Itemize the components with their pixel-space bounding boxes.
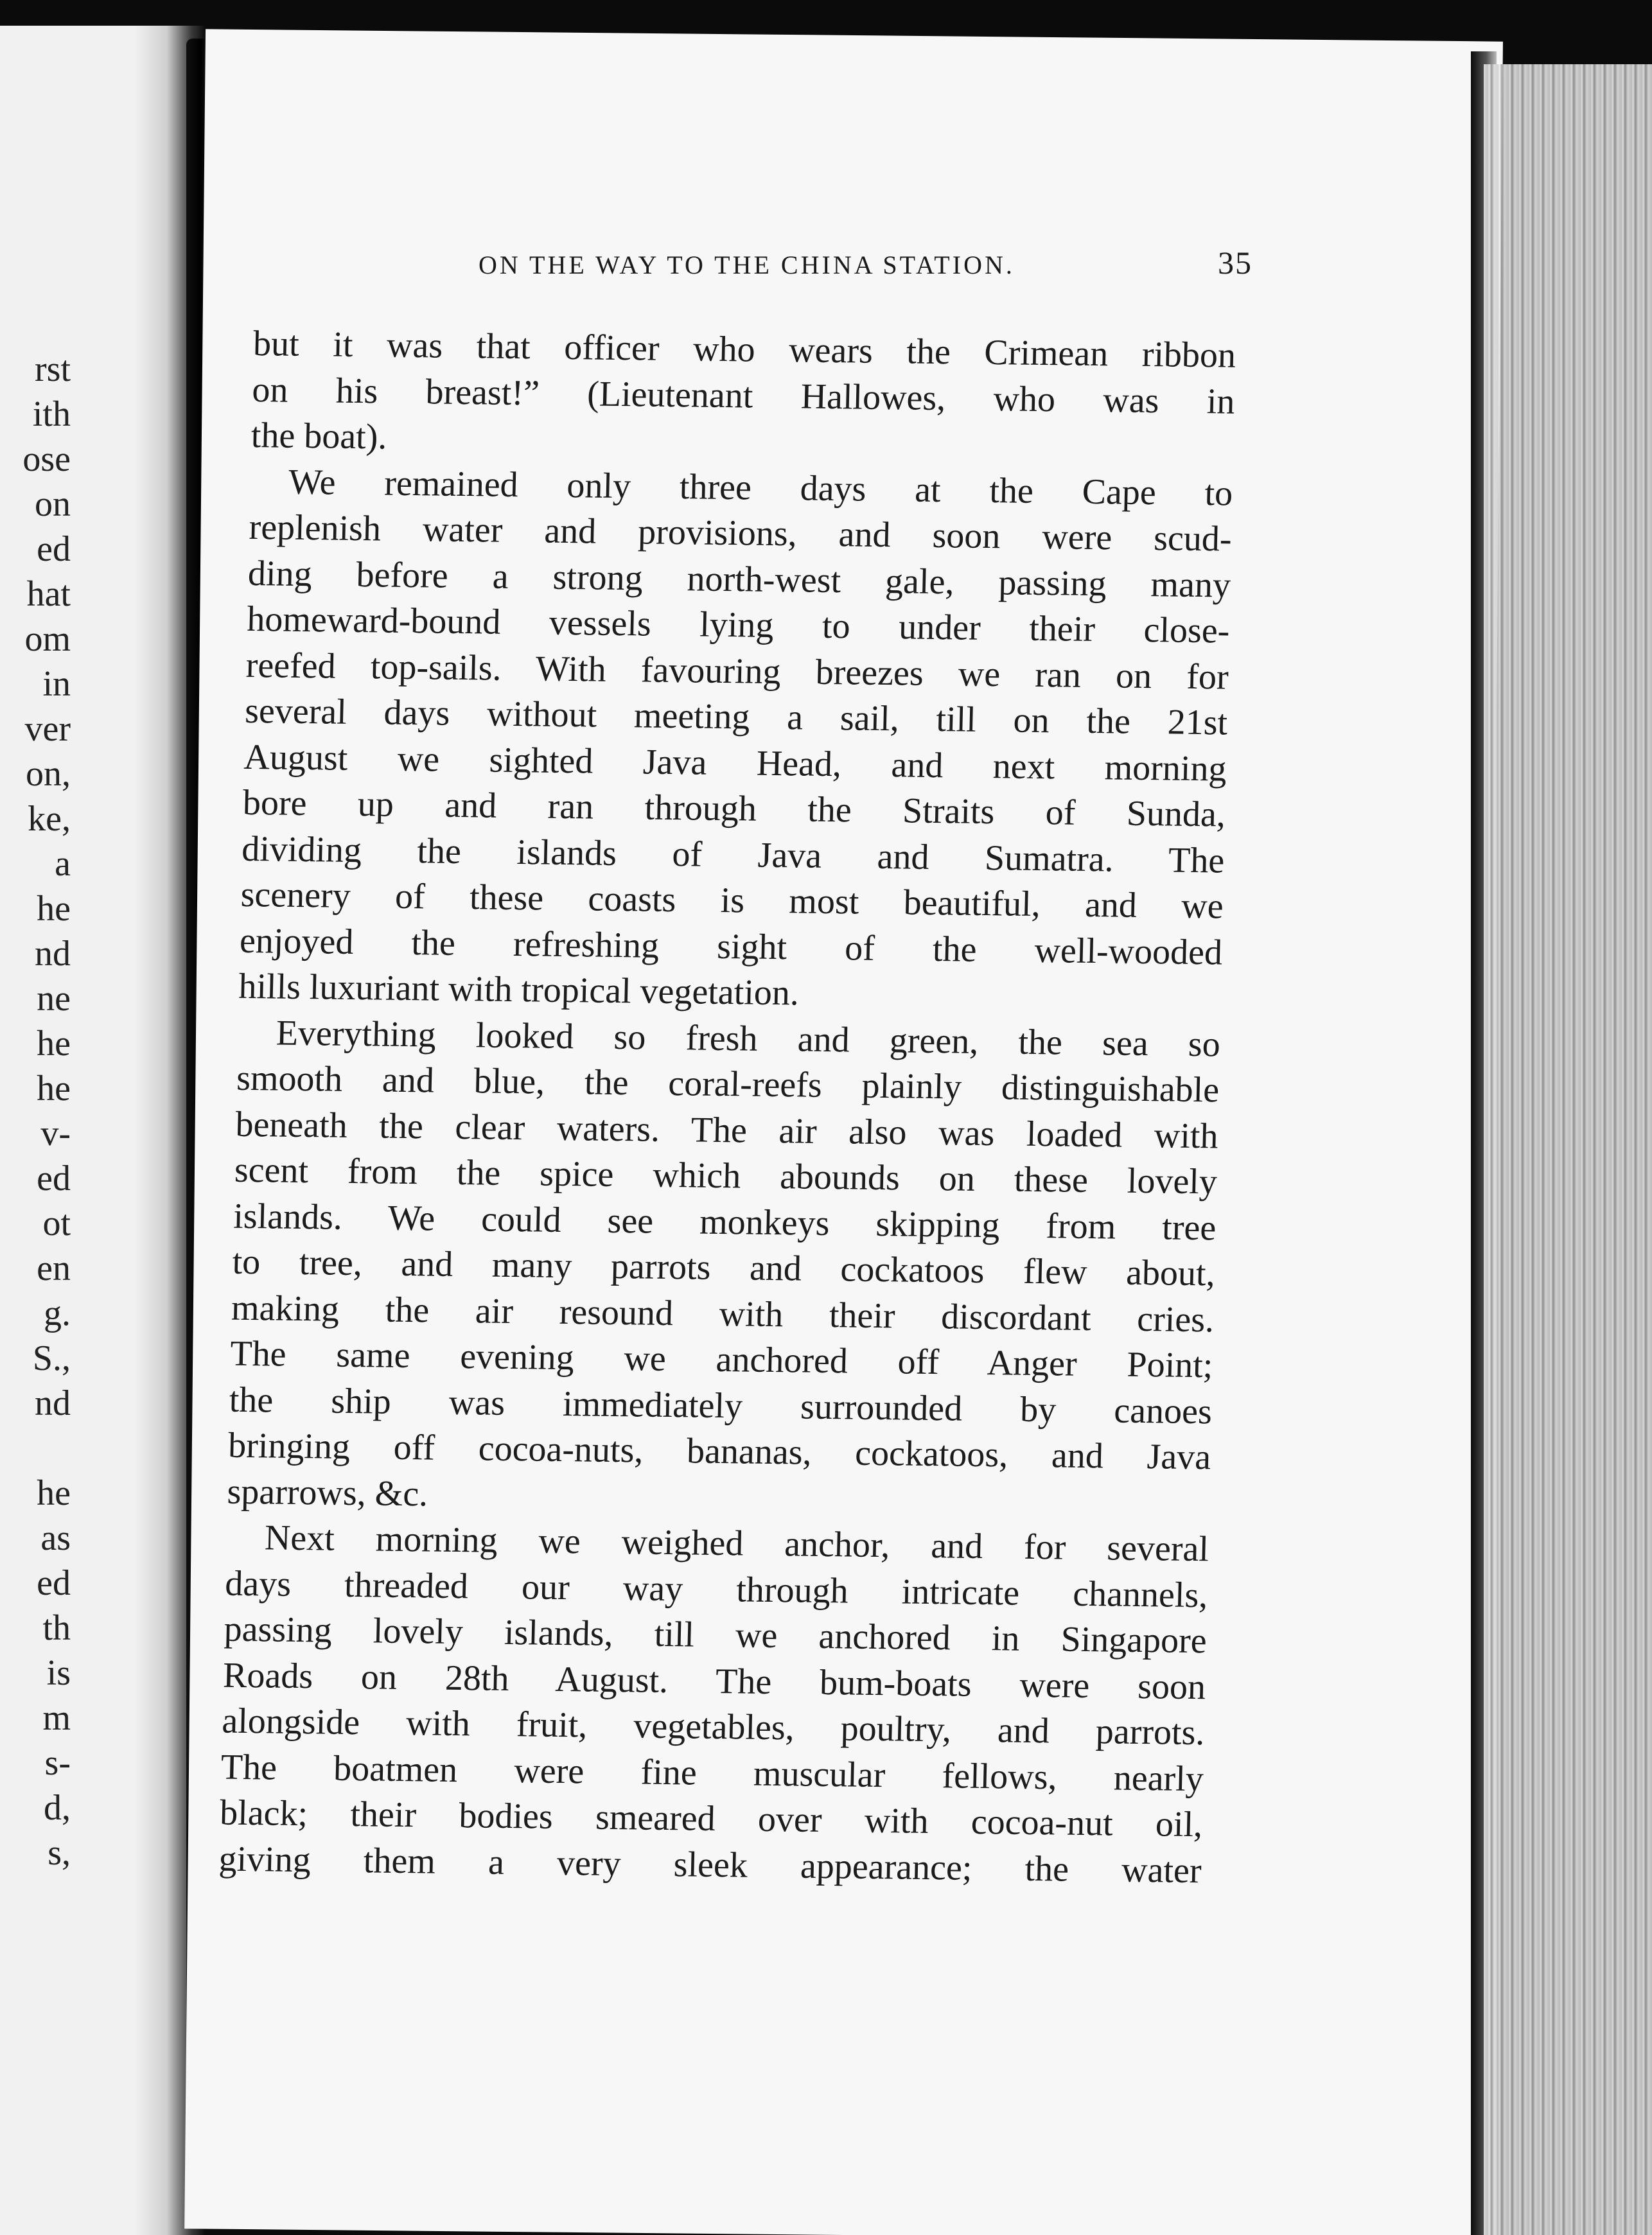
left-fragment: ith — [32, 394, 71, 434]
left-fragment: he — [37, 889, 71, 929]
text-line: to tree, and many parrots and cockatoos flew about, — [232, 1241, 1216, 1294]
left-fragment: a — [55, 844, 71, 884]
text-line: Everything looked so fresh and green, the sea so — [276, 1013, 1221, 1064]
text-line: The same evening we anchored off Anger Point; — [229, 1333, 1214, 1386]
text-line: Roads on 28th August. The bum-boats were soon — [222, 1655, 1206, 1707]
text-line: the ship was immediately surrounded by canoes — [229, 1380, 1213, 1432]
text-line: hills luxuriant with tropical vegetation. — [238, 966, 800, 1013]
left-fragment: om — [24, 619, 71, 659]
body-text — [218, 321, 1236, 1894]
left-fragment: d, — [44, 1788, 71, 1828]
running-head-title: ON THE WAY TO THE CHINA STATION. — [479, 250, 1015, 279]
left-fragment: s, — [48, 1833, 71, 1873]
left-fragment: s- — [44, 1743, 71, 1783]
text-line: dividing the islands of Java and Sumatra. The — [241, 828, 1225, 881]
left-fragment: ot — [42, 1204, 71, 1243]
text-line: scent from the spice which abounds on these lovely — [234, 1150, 1218, 1202]
text-line: The boatmen were fine muscular fellows, nearly — [220, 1747, 1204, 1799]
left-fragment — [0, 1426, 71, 1471]
left-fragment: ed — [37, 1563, 71, 1603]
left-fragment: en — [37, 1249, 71, 1288]
text-line: several days without meeting a sail, till on the 21st — [244, 690, 1228, 743]
left-fragment: ne — [37, 979, 71, 1019]
left-fragment: ver — [24, 709, 71, 749]
left-fragment: ke, — [28, 799, 71, 839]
left-fragment: v- — [40, 1114, 71, 1153]
left-fragment: on, — [26, 754, 71, 794]
text-line: days threaded our way through intricate channels, — [224, 1563, 1208, 1615]
text-line: We remained only three days at the Cape to — [288, 462, 1233, 514]
text-line: the boat). — [250, 415, 388, 457]
left-fragment: on — [35, 484, 71, 524]
left-fragment: ed — [37, 1159, 71, 1198]
text-line: replenish water and provisions, and soon were scud- — [249, 507, 1233, 559]
running-head — [270, 244, 1252, 281]
page-number: 35 — [1218, 245, 1252, 281]
text-line: beneath the clear waters. The air also was loaded with — [234, 1104, 1219, 1156]
page-block-edges — [1484, 64, 1652, 2235]
left-fragment: he — [37, 1024, 71, 1064]
left-fragment: he — [37, 1473, 71, 1513]
text-line: ding before a strong north-west gale, passing many — [247, 553, 1231, 606]
left-facing-page — [0, 26, 193, 2235]
text-line: reefed top-sails. With favouring breezes we ran on for — [245, 645, 1229, 697]
text-line: scenery of these coasts is most beautiful, and we — [240, 874, 1224, 927]
left-fragment: S., — [32, 1338, 71, 1378]
left-fragment: is — [46, 1653, 71, 1693]
text-line: on his breast!” (Lieutenant Hallowes, who was in — [251, 369, 1236, 422]
text-line: but it was that officer who wears the Crimean ribbon — [252, 323, 1236, 376]
text-line: making the air resound with their discordant cries. — [231, 1288, 1215, 1340]
text-line: giving them a very sleek appearance; the water — [218, 1839, 1202, 1891]
text-line: smooth and blue, the coral-reefs plainly distinguishable — [236, 1058, 1220, 1110]
left-fragment: m — [42, 1698, 71, 1738]
left-fragment: ose — [22, 439, 71, 479]
left-fragment: he — [37, 1069, 71, 1109]
left-fragment: nd — [35, 934, 71, 974]
text-line: passing lovely islands, till we anchored in Singapore — [224, 1609, 1208, 1661]
left-fragment: ed — [37, 529, 71, 569]
left-fragment: as — [40, 1518, 71, 1558]
left-fragment: hat — [26, 574, 71, 614]
left-fragment: th — [42, 1608, 71, 1648]
text-line: sparrows, &c. — [226, 1471, 428, 1514]
text-line: bringing off cocoa-nuts, bananas, cockatoos, and Java — [227, 1425, 1211, 1478]
left-fragment: in — [42, 664, 71, 704]
text-line: islands. We could see monkeys skipping from tree — [233, 1196, 1217, 1248]
left-page-text-fragments — [0, 347, 71, 1875]
text-line: August we sighted Java Head, and next morning — [243, 737, 1227, 789]
text-line: alongside with fruit, vegetables, poultry, and parrots. — [221, 1701, 1206, 1753]
text-line: bore up and ran through the Straits of Sunda, — [242, 782, 1226, 835]
text-line: black; their bodies smeared over with cocoa-nut oil, — [219, 1792, 1203, 1845]
text-line: homeward-bound vessels lying to under their close- — [246, 599, 1231, 651]
left-fragment: rst — [35, 349, 71, 389]
left-fragment: nd — [35, 1383, 71, 1423]
text-line: Next morning we weighed anchor, and for several — [264, 1518, 1209, 1570]
left-fragment: g. — [44, 1293, 71, 1333]
text-line: enjoyed the refreshing sight of the well-wooded — [239, 920, 1223, 972]
